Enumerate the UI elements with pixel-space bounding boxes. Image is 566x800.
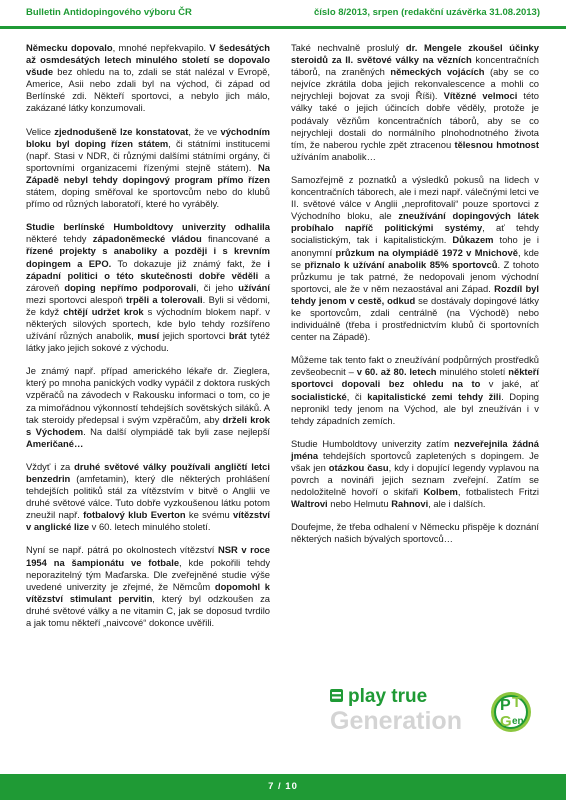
- body-text: (aby se co nejvíce zkrátila doba jejich rekonvalescence a mohli co nejrychleji bojovat za svoji Říši).: [291, 66, 540, 102]
- emphasis-text: západoněmecké vládou: [92, 233, 202, 245]
- page-footer: [0, 774, 566, 800]
- ptgen-badge: [491, 692, 531, 732]
- badge-letter-p: P: [500, 697, 511, 714]
- body-text: Velice: [26, 125, 55, 137]
- emphasis-text: otázkou času: [328, 462, 389, 473]
- article-paragraph: [26, 42, 270, 115]
- emphasis-text: Důkazem: [452, 234, 494, 246]
- emphasis-text: zneužívání dopingových látek probíhalo napříč politickými systémy: [291, 210, 540, 234]
- article-paragraph: [26, 544, 270, 629]
- body-text: Studie Humboldtovy univerzity zatím: [291, 437, 454, 449]
- body-text: , fotbalistech Fritzi: [457, 486, 539, 498]
- body-text: , či jeho: [196, 281, 239, 293]
- body-text: (amfetamin), který dle některých prohlášení tehdejších politiků stál za vítězstvím v bitvě o Anglii ve druhé světové válce. Tuto dobře vyzkoušenou látku potom zneužil např.: [26, 473, 270, 521]
- body-text: financované a: [201, 233, 271, 245]
- body-text: , kde pokořili tehdy neporazitelný tým Maďarska. Dle zveřejněné studie výše uvedené univerzity je zřejmé, že Němcům: [26, 556, 271, 592]
- emphasis-text: i západní politici o této skutečnosti dobře věděli: [26, 257, 270, 281]
- play-true-generation-logo: [328, 686, 543, 740]
- emphasis-text: přiznalo k užívání anabolik 85% sportovců: [304, 258, 498, 270]
- body-text: , že ve: [188, 125, 221, 137]
- body-text: , kdy i dopující legendy vyplavou na povrch a novináři jejich seznam zveřejní. Zatím se nedoložitelně hovoří o skifaři: [291, 462, 539, 498]
- body-text: , který byl odzkoušen za druhé světové války a ne vitamin C, jak se doposud tvrdilo a jak tomu někteří „naivcové“ dokonce uvěřili.: [26, 592, 270, 629]
- right-column: [291, 42, 539, 557]
- article-paragraph: [291, 174, 539, 343]
- emphasis-text: Německu dopovalo: [26, 42, 113, 53]
- body-text: státem, doping směřoval ke sportovcům nebo do klubů přímo od různých laboratoří, které ho vyráběly.: [26, 186, 270, 210]
- article-paragraph: [26, 365, 270, 450]
- emphasis-text: řízené projekty s anaboliky a později i s krevním dopingem a EPO.: [26, 245, 270, 269]
- emphasis-text: vítězství v anglické lize: [26, 509, 271, 533]
- page-header: [0, 0, 566, 29]
- emphasis-text: zjednodušeně lze konstatovat: [54, 125, 189, 137]
- logo-line1: play true: [348, 686, 428, 707]
- emphasis-text: východním bloku byl doping řízen státem: [26, 125, 270, 149]
- body-text: ke svému: [185, 509, 234, 521]
- emphasis-text: brát: [228, 330, 247, 342]
- body-text: jejich sportovci: [159, 330, 229, 342]
- play-icon: [330, 689, 343, 702]
- emphasis-text: kapitalistické zemi tehdy žili: [367, 390, 502, 402]
- body-text: některé tehdy: [26, 233, 93, 245]
- emphasis-text: V šedesátých až osmdesátých letech minulého století se dopovalo všude: [26, 42, 270, 78]
- body-text: Můžeme tak tento fakt o zneužívání podpůrných prostředků zevšeobecnit –: [291, 354, 539, 378]
- emphasis-text: Američané…: [26, 437, 84, 449]
- logo-line2: Generation: [330, 707, 462, 735]
- body-text: Vždyť i za: [26, 460, 75, 472]
- body-text: koncentračních táborů, na zraněných: [291, 54, 539, 78]
- emphasis-text: druhé světové války používali angličtí letci benzedrin: [26, 460, 270, 484]
- article-paragraph: [26, 461, 270, 534]
- page-number: 7 / 10: [268, 781, 298, 792]
- body-text: Doufejme, že třeba odhalení v Německu přispěje k doznání některých našich bývalých sportovců…: [291, 521, 539, 545]
- emphasis-text: Rozdíl byl tehdy jenom v cestě, odkud: [291, 282, 539, 306]
- body-text: Samozřejmě z poznatků a výsledků pokusů na lidech v koncentračních táborech, ale i mezi např. válečnými letci ve II. světové válce v Anglii „neprofitovali“ pouze sportovci z Východního bloku, ale: [291, 173, 539, 222]
- body-text: tehdejších sportovců zapletených s dopingem. Je však jen: [291, 449, 539, 473]
- emphasis-text: tělesnou hmotnost: [454, 138, 539, 150]
- body-text: To dokazuje již známý fakt, že: [111, 257, 268, 269]
- emphasis-text: Vítězné velmoci: [443, 90, 518, 102]
- badge-letters-en: en: [512, 716, 524, 727]
- body-text: . Doping nepronikl tedy jenom na Východ, ale byl zneužíván i v tehdy západních zemích.: [291, 390, 540, 426]
- body-text: s východním blokem např. v některých silových sportech, kde bylo tehdy rozšířeno užívání různých anabolik,: [26, 305, 270, 342]
- article-paragraph: [291, 438, 539, 511]
- article-paragraph: [26, 126, 270, 211]
- body-text: . Na další olympiádě tak byli zase nejlepší: [83, 425, 271, 437]
- body-text: , kde se: [291, 246, 540, 270]
- issue-info: číslo 8/2013, srpen (redakční uzávěrka 31.08.2013): [313, 7, 540, 18]
- emphasis-text: NSR v roce 1954 na šampionátu ve fotbale: [26, 544, 270, 568]
- emphasis-text: Waltrovi: [291, 498, 328, 510]
- body-text: Je známý např. případ amerického lékaře dr. Zieglera, který po mnoha panických vodky vypáčil z doktora ruských vzpěračů na závodech v Rakousku informaci o tom, co je za mimořádnou výkonností tehdejších sovětských siláků. A tak steroidy předepsal i svým vzpěračům, aby: [26, 365, 270, 425]
- body-text: v 60. letech minulého století.: [89, 521, 211, 533]
- body-text: v jaké, ať: [480, 378, 539, 390]
- badge-letter-t: T: [512, 694, 522, 711]
- article-paragraph: [291, 42, 539, 163]
- emphasis-text: průzkum na olympiádě 1972 v Mnichově: [335, 246, 518, 258]
- article-paragraph: [291, 354, 539, 427]
- body-text: toho je i anonymní: [291, 234, 539, 258]
- emphasis-text: fotbalový klub Everton: [83, 509, 186, 521]
- bulletin-title: Bulletin Antidopingového výboru ČR: [26, 7, 192, 18]
- body-text: mezi sportovci alespoň: [26, 293, 127, 305]
- body-text: a zároveň: [26, 269, 270, 293]
- body-text: , či: [346, 390, 368, 402]
- body-text: této války také o jejich účincích dobře věděly, protože je podávaly vězňům koncentračních táborů, aby se co nejrychleji dostali do normálního plnohodnotného života tím, že naberou rychle zpět ztracenou: [291, 90, 540, 150]
- body-text: užíváním anabolik…: [291, 150, 376, 162]
- emphasis-text: užívání: [238, 281, 270, 293]
- emphasis-text: drželi krok s Východem: [26, 413, 270, 437]
- emphasis-text: chtějí udržet krok: [63, 305, 144, 317]
- body-text: . Byli si vědomi, že když: [26, 293, 270, 317]
- body-text: , či státními institucemi (např. Stasi v NDR, či různými dalšími státními orgány, či sportovními organizacemi řízenými stejně státem).: [26, 137, 270, 173]
- emphasis-text: někteří sportovci dopovali bez ohledu na to: [291, 366, 539, 390]
- body-text: . Z tohoto průzkumu je tak patrné, že nedopovali jenom východní sportovci, ale že v něm nezaostával ani Západ.: [291, 258, 539, 294]
- emphasis-text: v 60. až 80. letech: [356, 366, 437, 378]
- body-text: nebo Helmutu: [327, 498, 392, 510]
- body-text: Také nechvalně proslulý: [291, 42, 406, 53]
- body-text: , ať tehdy socialistickým, tak i kapitalistickým.: [291, 222, 539, 246]
- emphasis-text: Na Západě nebyl tehdy dopingový program přímo řízen: [26, 161, 270, 185]
- emphasis-text: musí: [137, 330, 160, 342]
- emphasis-text: Studie berlínské Humboldtovy univerzity odhalila: [26, 221, 270, 233]
- emphasis-text: trpěli a tolerovali: [126, 293, 203, 305]
- body-text: minulého století: [436, 366, 509, 378]
- body-text: Nyní se např. pátrá po okolnostech vítězství: [26, 544, 218, 556]
- emphasis-text: dr. Mengele zkoušel účinky steroidů za II. světové války na vězních: [291, 42, 539, 66]
- emphasis-text: nezveřejnila žádná jména: [291, 437, 539, 461]
- left-column: [26, 42, 270, 640]
- emphasis-text: německých vojácích: [390, 66, 485, 78]
- body-text: , ale i dalších.: [428, 498, 486, 510]
- emphasis-text: Kolbem: [423, 486, 458, 498]
- article-paragraph: [291, 521, 539, 545]
- body-text: bez ohledu na to, zdali se stát nalézal v Evropě, Americe, Asii nebo zdali byl na východ, či západ od Berlínské zdi. Někteří sportovci, a nebylo jich málo, zakázané látky konzumovali.: [26, 66, 270, 114]
- article-paragraph: [26, 221, 270, 354]
- body-text: tytéž látky jako jejich sokové z východu.: [26, 330, 270, 354]
- emphasis-text: socialistické: [291, 390, 347, 402]
- emphasis-text: doping nepřímo podporovali: [64, 281, 197, 293]
- badge-letter-g: G: [500, 713, 512, 730]
- emphasis-text: Rahnovi: [391, 498, 429, 510]
- body-text: se dostávaly dopingové látky ke sportovcům, zdali centrálně (na Východě) nebo individuálně (třeba i prostřednictvím klubů či sportovních center na Západě).: [291, 294, 539, 343]
- body-text: , mnohé nepřekvapilo.: [112, 42, 210, 53]
- emphasis-text: dopomohl k vítězství stimulant pervitin: [26, 580, 270, 604]
